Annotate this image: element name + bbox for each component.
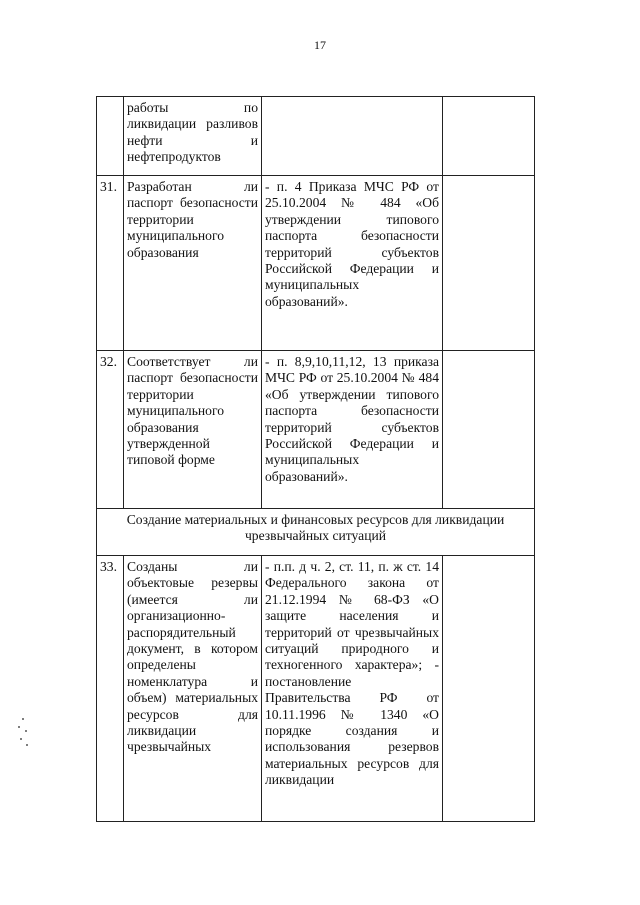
row-number: [97, 97, 124, 176]
question-cell: Соответствует ли паспорт безопасности территории муниципального образования утвержденной типовой форме: [124, 351, 262, 509]
reference-cell: [262, 97, 443, 176]
table-row: [97, 351, 535, 509]
reference-cell: - п. 8,9,10,11,12, 13 приказа МЧС РФ от 25.10.2004 № 484 «Об утверждении типового паспорта безопасности территорий субъектов Российской Федерации и муниципальных образований».: [262, 351, 443, 509]
note-cell: [443, 351, 535, 509]
page-number: 17: [314, 38, 326, 52]
section-heading: Создание материальных и финансовых ресурсов для ликвидации чрезвычайных ситуаций: [97, 509, 535, 556]
checklist-table: [96, 96, 535, 822]
reference-cell: - п.п. д ч. 2, ст. 11, п. ж ст. 14 Федерального закона от 21.12.1994 № 68-ФЗ «О защите населения и территорий от чрезвычайных ситуаций природного и техногенного характера»; - постановление Правительства РФ от 10.11.1996 № 1340 «О порядке создания и использования резервов материальных ресурсов для ликвидации: [262, 556, 443, 822]
question-cell: работы по ликвидации разливов нефти и нефтепродуктов: [124, 97, 262, 176]
row-number: 31.: [97, 176, 124, 351]
note-cell: [443, 556, 535, 822]
section-row: [97, 509, 535, 556]
table-row: [97, 176, 535, 351]
question-cell: Созданы ли объектовые резервы (имеется ли организационно-распорядительный документ, в котором определены номенклатура и объем) материальных ресурсов для ликвидации чрезвычайных: [124, 556, 262, 822]
table-row: [97, 97, 535, 176]
table-row: [97, 556, 535, 822]
scan-artifact: [16, 718, 30, 750]
question-cell: Разработан ли паспорт безопасности территории муниципального образования: [124, 176, 262, 351]
row-number: 33.: [97, 556, 124, 822]
note-cell: [443, 176, 535, 351]
row-number: 32.: [97, 351, 124, 509]
note-cell: [443, 97, 535, 176]
reference-cell: - п. 4 Приказа МЧС РФ от 25.10.2004 № 484 «Об утверждении типового паспорта безопасности территорий субъектов Российской Федерации и муниципальных образований».: [262, 176, 443, 351]
